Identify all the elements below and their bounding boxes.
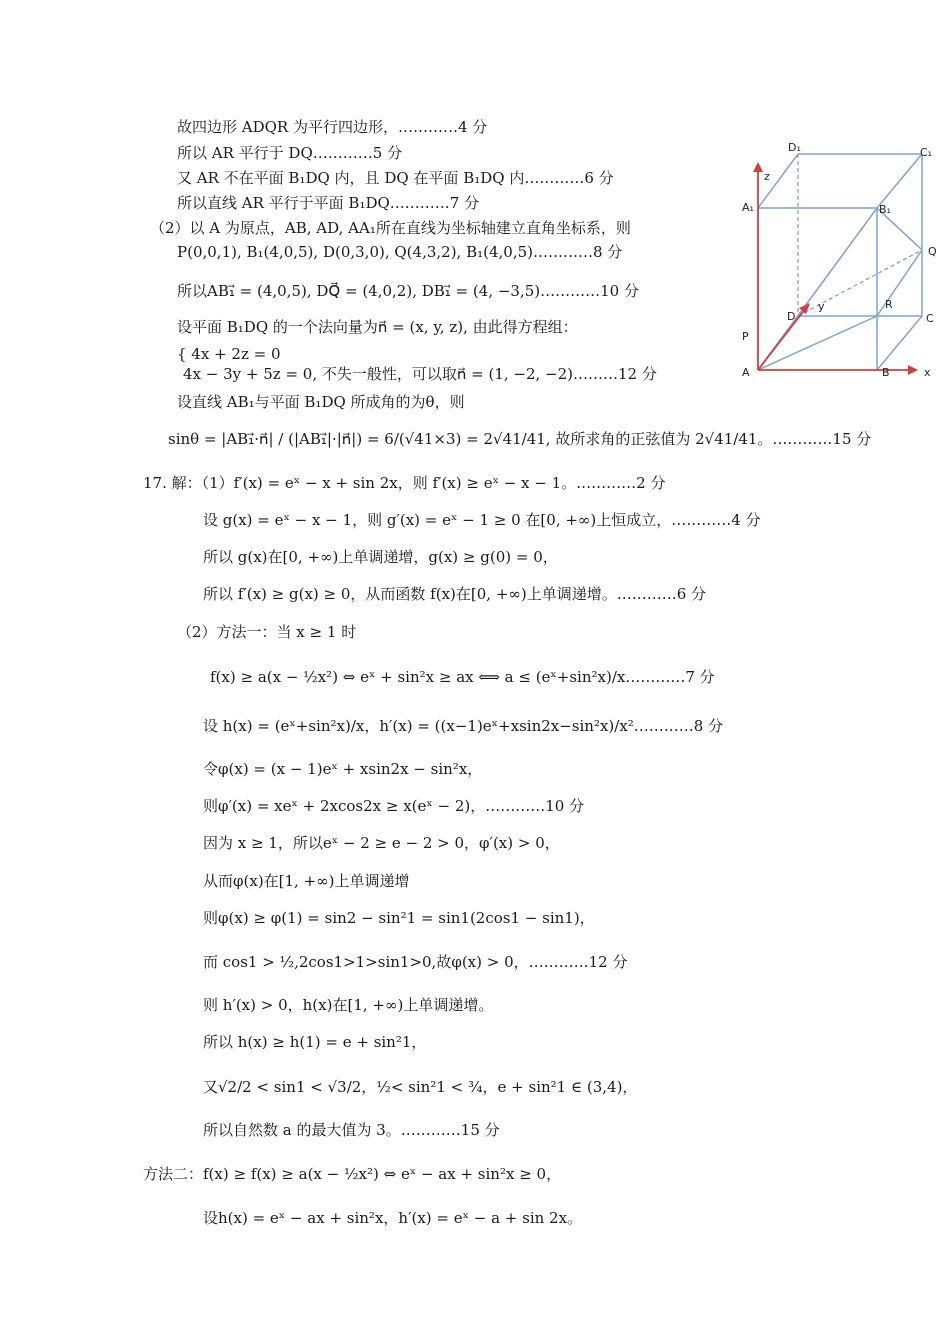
text-line: 故四边形 ADQR 为平行四边形，…………4 分	[177, 118, 488, 136]
label-q: Q	[928, 245, 937, 258]
text-line: 17. 解：（1）f′(x) = eˣ − x + sin 2x，则 f′(x) ≥ eˣ − x − 1。…………2 分	[143, 474, 666, 492]
text-line: 从而φ(x)在[1, +∞)上单调递增	[203, 872, 410, 890]
edge-rq	[877, 250, 922, 316]
text-line: f(x) ≥ a(x − ½x²) ⇔ eˣ + sin²x ≥ ax ⟺ a ≤ (eˣ+sin²x)/x…………7 分	[210, 668, 715, 686]
label-z: z	[764, 170, 770, 183]
text-line: 所以直线 AR 平行于平面 B₁DQ…………7 分	[177, 194, 480, 212]
label-a: A	[742, 366, 750, 379]
label-r: R	[885, 298, 893, 311]
text-line: （2）方法一：当 x ≥ 1 时	[177, 623, 357, 641]
label-c1: C₁	[920, 146, 933, 159]
text-line: 令φ(x) = (x − 1)eˣ + xsin2x − sin²x，	[203, 760, 483, 778]
z-axis-arrow-icon	[753, 162, 763, 172]
y-axis	[758, 308, 806, 370]
text-line: 所以 g(x)在[0, +∞)上单调递增，g(x) ≥ g(0) = 0，	[203, 548, 558, 566]
edge-dq-hidden	[798, 250, 922, 316]
text-line: 所以 f′(x) ≥ g(x) ≥ 0，从而函数 f(x)在[0, +∞)上单调递增。…………6 分	[203, 585, 707, 603]
label-d1: D₁	[788, 141, 801, 154]
text-line: 则φ′(x) = xeˣ + 2xcos2x ≥ x(eˣ − 2)，…………10 分	[203, 797, 585, 815]
label-p: P	[742, 330, 749, 343]
x-axis-arrow-icon	[908, 365, 918, 375]
label-b1: B₁	[879, 203, 891, 216]
label-y: y	[818, 300, 825, 313]
label-a1: A₁	[742, 201, 754, 214]
text-line: 所以 AR 平行于 DQ…………5 分	[177, 144, 403, 162]
text-line: { 4x + 2z = 0	[177, 345, 281, 363]
text-line: 方法二：f(x) ≥ f(x) ≥ a(x − ½x²) ⇔ eˣ − ax + sin²x ≥ 0，	[143, 1165, 562, 1183]
edge-ar	[758, 316, 877, 370]
text-line: 设直线 AB₁与平面 B₁DQ 所成角的为θ，则	[177, 393, 465, 411]
text-line: 又 AR 不在平面 B₁DQ 内，且 DQ 在平面 B₁DQ 内…………6 分	[177, 169, 614, 187]
text-line: 而 cos1 > ½,2cos1>1>sin1>0,故φ(x) > 0，…………12 分	[203, 953, 628, 971]
text-line: 设h(x) = eˣ − ax + sin²x，h′(x) = eˣ − a + sin 2x。	[203, 1209, 583, 1227]
text-line: （2）以 A 为原点，AB, AD, AA₁所在直线为坐标轴建立直角坐标系，则	[150, 219, 631, 237]
text-line: 则 h′(x) > 0，h(x)在[1, +∞)上单调递增。	[203, 996, 494, 1014]
text-line: 所以AB₁⃗ = (4,0,5), DQ⃗ = (4,0,2), DB₁⃗ = (4, −3,5)…………10 分	[177, 282, 639, 300]
text-line: 4x − 3y + 5z = 0, 不失一般性，可以取n⃗ = (1, −2, −2)………12 分	[183, 365, 657, 383]
label-x: x	[924, 366, 931, 379]
edge-bc	[877, 316, 922, 370]
label-c: C	[926, 312, 934, 325]
text-line: 又√2/2 < sin1 < √3/2，½< sin²1 < ¾，e + sin²1 ∈ (3,4)，	[203, 1078, 638, 1096]
text-line: P(0,0,1), B₁(4,0,5), D(0,3,0), Q(4,3,2), B₁(4,0,5)…………8 分	[177, 243, 623, 261]
text-line: 设平面 B₁DQ 的一个法向量为n⃗ = (x, y, z), 由此得方程组：	[177, 318, 578, 336]
text-line: 设 h(x) = (eˣ+sin²x)/x，h′(x) = ((x−1)eˣ+xsin2x−sin²x)/x²…………8 分	[203, 717, 724, 735]
text-line: sinθ = |AB₁⃗·n⃗| / (|AB₁⃗|·|n⃗|) = 6/(√41×3) = 2√41/41, 故所求角的正弦值为 2√41/41。…………15 分	[168, 430, 872, 448]
label-d: D	[787, 310, 796, 323]
edge-b1c1	[877, 154, 922, 208]
text-line: 则φ(x) ≥ φ(1) = sin2 − sin²1 = sin1(2cos1 − sin1)，	[203, 909, 595, 927]
label-b: B	[882, 366, 890, 379]
text-line: 所以 h(x) ≥ h(1) = e + sin²1，	[203, 1033, 427, 1051]
text-line: 因为 x ≥ 1，所以eˣ − 2 ≥ e − 2 > 0，φ′(x) > 0，	[203, 834, 560, 852]
cuboid-diagram	[736, 138, 944, 388]
text-line: 设 g(x) = eˣ − x − 1，则 g′(x) = eˣ − 1 ≥ 0 在[0, +∞)上恒成立，…………4 分	[203, 511, 761, 529]
text-line: 所以自然数 a 的最大值为 3。…………15 分	[203, 1121, 500, 1139]
